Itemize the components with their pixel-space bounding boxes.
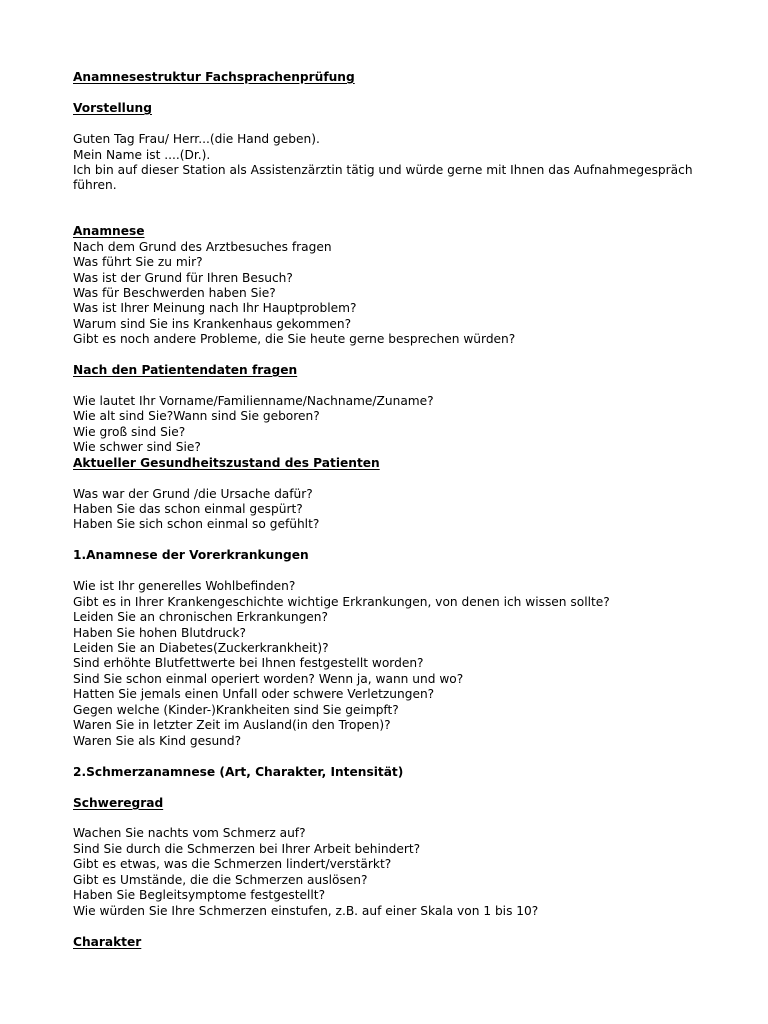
text-line: Sind erhöhte Blutfettwerte bei Ihnen festgestellt worden? (73, 656, 424, 670)
text-line: Wie alt sind Sie?Wann sind Sie geboren? (73, 409, 320, 423)
section-heading-vorerkrankungen: 1.Anamnese der Vorerkrankungen (73, 548, 309, 562)
text-line: Ich bin auf dieser Station als Assistenzärztin tätig und würde gerne mit Ihnen das Aufnahmegespräch (73, 163, 693, 177)
text-line: Sind Sie durch die Schmerzen bei Ihrer Arbeit behindert? (73, 842, 421, 856)
text-line: Was ist Ihrer Meinung nach Ihr Hauptproblem? (73, 301, 357, 315)
text-line: Haben Sie sich schon einmal so gefühlt? (73, 517, 320, 531)
text-line: Was war der Grund /die Ursache dafür? (73, 487, 313, 501)
text-line: Warum sind Sie ins Krankenhaus gekommen? (73, 317, 352, 331)
text-line: Wie ist Ihr generelles Wohlbefinden? (73, 579, 296, 593)
text-line: Wie groß sind Sie? (73, 425, 186, 439)
section-heading-gesundheitszustand: Aktueller Gesundheitszustand des Patienten (73, 456, 380, 470)
text-line: Wachen Sie nachts vom Schmerz auf? (73, 826, 306, 840)
section-heading-schmerzanamnese: 2.Schmerzanamnese (Art, Charakter, Intensität) (73, 765, 404, 779)
section-heading-patientendaten: Nach den Patientendaten fragen (73, 363, 298, 377)
text-line: Was führt Sie zu mir? (73, 255, 203, 269)
text-line: Waren Sie als Kind gesund? (73, 734, 242, 748)
text-line: Leiden Sie an Diabetes(Zuckerkrankheit)? (73, 641, 329, 655)
text-line: führen. (73, 178, 117, 192)
text-line: Gegen welche (Kinder-)Krankheiten sind Sie geimpft? (73, 703, 399, 717)
text-line: Was ist der Grund für Ihren Besuch? (73, 271, 293, 285)
text-line: Haben Sie hohen Blutdruck? (73, 626, 246, 640)
text-line: Leiden Sie an chronischen Erkrankungen? (73, 610, 328, 624)
text-line: Gibt es noch andere Probleme, die Sie heute gerne besprechen würden? (73, 332, 516, 346)
text-line: Wie schwer sind Sie? (73, 440, 201, 454)
text-line: Gibt es etwas, was die Schmerzen lindert/verstärkt? (73, 857, 392, 871)
text-line: Wie lautet Ihr Vorname/Familienname/Nachname/Zuname? (73, 394, 434, 408)
text-line: Gibt es in Ihrer Krankengeschichte wichtige Erkrankungen, von denen ich wissen sollte? (73, 595, 610, 609)
section-heading-vorstellung: Vorstellung (73, 101, 152, 115)
section-heading-anamnese: Anamnese (73, 224, 145, 238)
text-line: Gibt es Umstände, die die Schmerzen auslösen? (73, 873, 368, 887)
text-line: Hatten Sie jemals einen Unfall oder schwere Verletzungen? (73, 687, 435, 701)
text-line: Waren Sie in letzter Zeit im Ausland(in den Tropen)? (73, 718, 391, 732)
text-line: Guten Tag Frau/ Herr...(die Hand geben). (73, 132, 320, 146)
document-title: Anamnesestruktur Fachsprachenprüfung (73, 70, 355, 84)
text-line: Sind Sie schon einmal operiert worden? Wenn ja, wann und wo? (73, 672, 464, 686)
text-line: Nach dem Grund des Arztbesuches fragen (73, 240, 332, 254)
text-line: Was für Beschwerden haben Sie? (73, 286, 276, 300)
section-heading-charakter: Charakter (73, 935, 142, 949)
text-line: Haben Sie das schon einmal gespürt? (73, 502, 303, 516)
text-line: Haben Sie Begleitsymptome festgestellt? (73, 888, 326, 902)
section-heading-schweregrad: Schweregrad (73, 796, 164, 810)
text-line: Mein Name ist ....(Dr.). (73, 148, 211, 162)
text-line: Wie würden Sie Ihre Schmerzen einstufen, z.B. auf einer Skala von 1 bis 10? (73, 904, 539, 918)
